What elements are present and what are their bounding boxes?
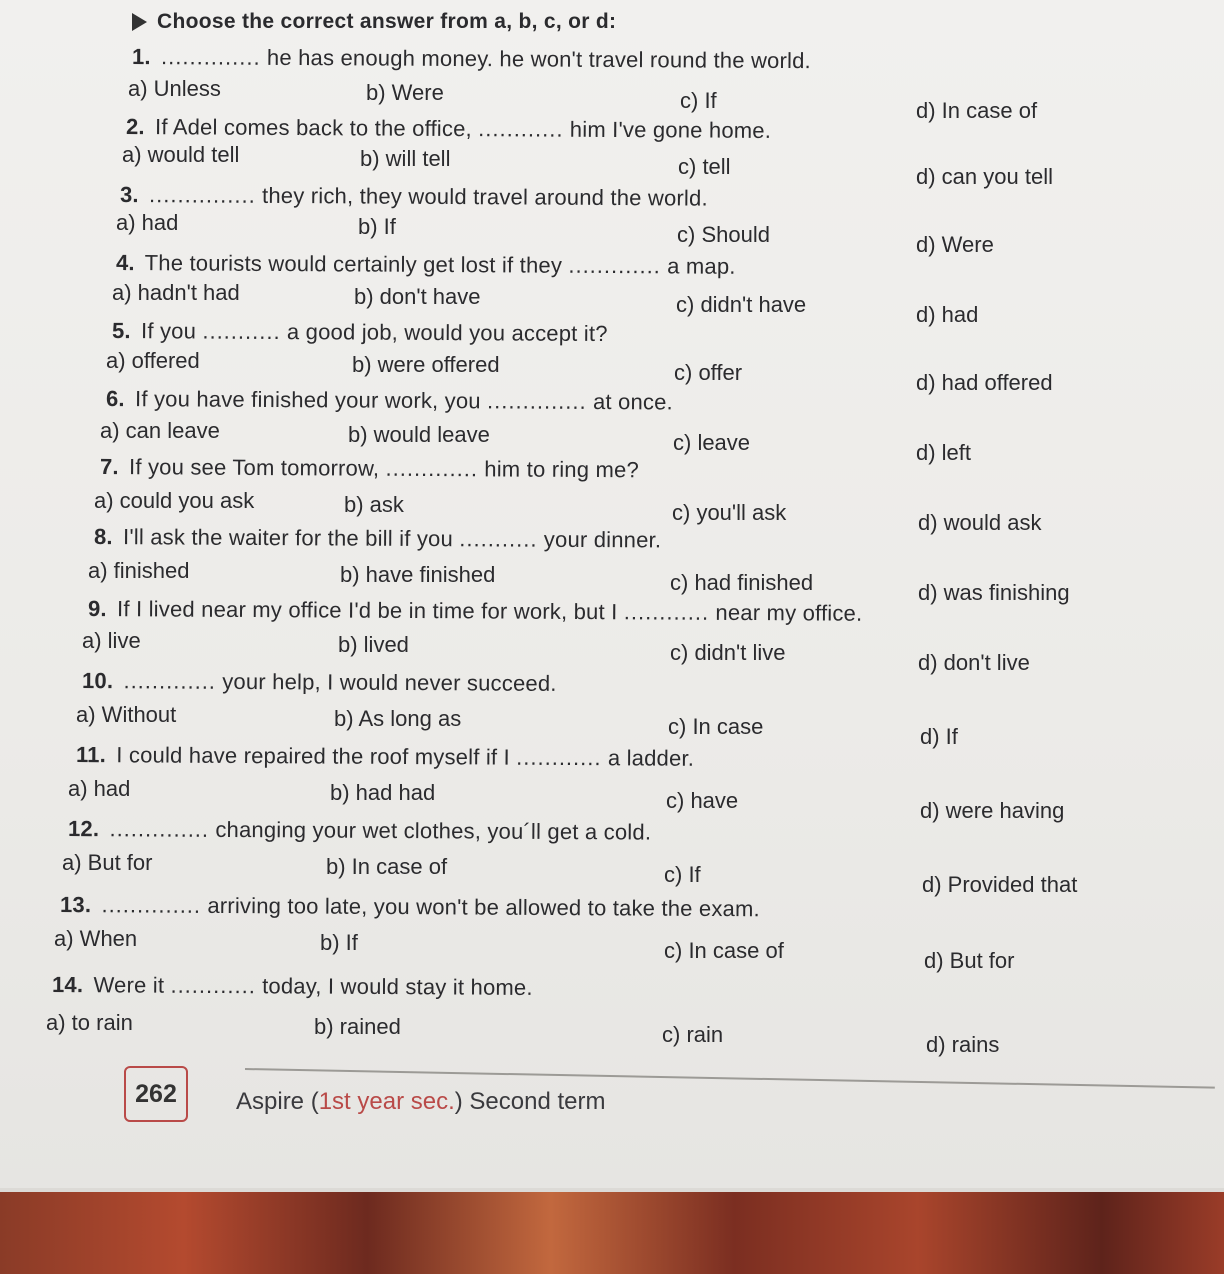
option-c: c) leave	[673, 430, 751, 455]
question-text: your help, I would never succeed.	[215, 668, 557, 696]
question-text: a good job, would you accept it?	[280, 319, 608, 347]
question-number: 4.	[115, 250, 135, 276]
question-text: today, I would stay it home.	[255, 973, 533, 1000]
option-d: d) left	[916, 440, 972, 465]
option-b: b) If	[320, 930, 358, 955]
option-b: b) Were	[366, 80, 444, 105]
question-13	[60, 892, 760, 922]
option-b: b) were offered	[352, 352, 500, 377]
question-number: 3.	[119, 182, 139, 208]
option-a: a) Without	[76, 702, 177, 727]
question-number: 13.	[59, 892, 92, 918]
option-a: a) But for	[62, 850, 153, 875]
answer-blank: .............	[385, 455, 479, 482]
question-number: 2.	[125, 114, 145, 140]
option-c: c) have	[666, 788, 739, 813]
footer-divider	[245, 1068, 1215, 1089]
page-number: 262	[135, 1079, 177, 1108]
question-text: they rich, they would travel around the world.	[255, 182, 708, 211]
option-b: b) As long as	[334, 706, 462, 731]
answer-blank: ..............	[109, 816, 210, 842]
option-c: c) In case	[668, 714, 764, 739]
tablecloth-background	[0, 1192, 1224, 1274]
answer-blank: ............	[170, 972, 256, 999]
question-text: a ladder.	[601, 745, 695, 771]
question-text: The tourists would certainly get lost if they	[138, 250, 569, 278]
option-b: b) rained	[314, 1014, 401, 1039]
question-9	[88, 596, 863, 627]
option-c: c) didn't have	[676, 292, 807, 317]
instruction-text: Choose the correct answer from a, b, c, or d:	[157, 10, 617, 33]
answer-blank: .............	[123, 668, 217, 694]
option-d: d) If	[920, 724, 958, 749]
option-d: d) had	[916, 302, 979, 327]
option-b: b) will tell	[360, 146, 451, 171]
question-text: arriving too late, you won't be allowed to take the exam.	[201, 892, 760, 922]
page-number-box	[124, 1066, 188, 1122]
question-11	[76, 742, 694, 772]
question-number: 5.	[111, 318, 131, 344]
option-a: a) Unless	[128, 76, 221, 101]
option-c: c) tell	[678, 154, 731, 179]
option-a: a) had	[68, 776, 131, 801]
option-a: a) had	[116, 210, 179, 235]
option-b: b) would leave	[348, 422, 490, 447]
question-text: If I lived near my office I'd be in time for work, but I	[110, 596, 624, 625]
answer-blank: ..............	[487, 388, 587, 414]
question-text: Were it	[87, 972, 171, 998]
question-text: If you	[134, 318, 203, 344]
option-d: d) would ask	[918, 510, 1042, 535]
option-d: d) Were	[916, 232, 994, 257]
option-d: d) were having	[920, 798, 1065, 823]
question-text: near my office.	[709, 599, 863, 626]
question-12	[68, 816, 651, 846]
question-number: 9.	[87, 596, 107, 622]
answer-blank: ............	[623, 599, 710, 625]
question-number: 12.	[67, 816, 100, 842]
option-b: b) ask	[344, 492, 404, 517]
question-number: 14.	[51, 972, 84, 998]
option-d: d) rains	[926, 1032, 1000, 1057]
option-b: b) have finished	[340, 562, 496, 587]
option-d: d) Provided that	[922, 872, 1078, 897]
option-d: d) was finishing	[918, 580, 1070, 605]
option-c: c) didn't live	[670, 640, 786, 665]
option-a: a) finished	[88, 558, 190, 583]
question-3	[120, 182, 708, 212]
question-number: 6.	[105, 386, 125, 412]
question-8	[94, 524, 661, 553]
option-a: a) When	[54, 926, 138, 951]
book-term: ) Second term	[454, 1088, 606, 1115]
question-number: 7.	[99, 454, 119, 480]
option-d: d) In case of	[916, 98, 1038, 123]
question-text: changing your wet clothes, you´ll get a cold.	[209, 816, 652, 845]
option-a: a) live	[82, 628, 141, 653]
answer-blank: ............	[478, 116, 564, 142]
answer-blank: ..............	[101, 892, 202, 918]
question-text: If you have finished your work, you	[128, 386, 488, 414]
triangle-bullet-icon	[132, 13, 147, 31]
question-4	[116, 250, 736, 280]
option-d: d) But for	[924, 948, 1015, 973]
option-b: b) If	[358, 214, 396, 239]
option-a: a) offered	[106, 348, 200, 373]
question-text: I'll ask the waiter for the bill if you	[116, 524, 460, 552]
answer-blank: ...........	[459, 526, 538, 552]
option-a: a) could you ask	[94, 488, 255, 513]
question-10	[82, 668, 557, 697]
option-c: c) Should	[677, 222, 770, 247]
book-title	[236, 1088, 605, 1116]
answer-blank: ...........	[202, 318, 281, 345]
option-b: b) lived	[338, 632, 409, 657]
option-a: a) can leave	[100, 418, 220, 443]
option-c: c) If	[680, 88, 717, 113]
option-d: d) can you tell	[916, 164, 1053, 189]
option-c: c) If	[664, 862, 701, 887]
option-a: a) hadn't had	[112, 280, 240, 305]
answer-blank: ..............	[160, 44, 261, 70]
question-text: at once.	[586, 388, 673, 415]
question-text: your dinner.	[537, 526, 662, 553]
answer-blank: ............	[516, 744, 602, 771]
question-1	[132, 44, 811, 74]
question-text: If Adel comes back to the office,	[148, 114, 479, 142]
option-c: c) you'll ask	[672, 500, 787, 525]
option-b: b) In case of	[326, 854, 448, 879]
question-5	[112, 318, 608, 347]
question-number: 1.	[131, 44, 151, 70]
question-7	[100, 454, 639, 483]
answer-blank: ...............	[148, 182, 256, 208]
option-c: c) rain	[662, 1022, 724, 1047]
instruction-header	[132, 10, 616, 34]
question-14	[52, 972, 533, 1001]
question-text: If you see Tom tomorrow,	[122, 454, 386, 481]
book-name: Aspire (	[236, 1088, 319, 1115]
question-text: he has enough money. he won't travel round the world.	[260, 44, 811, 74]
question-6	[106, 386, 673, 415]
question-2	[126, 114, 771, 144]
option-b: b) had had	[330, 780, 436, 805]
question-number: 11.	[75, 742, 107, 768]
question-text: I could have repaired the roof myself if I	[109, 742, 517, 770]
option-a: a) to rain	[46, 1010, 133, 1035]
option-b: b) don't have	[354, 284, 481, 309]
question-number: 8.	[93, 524, 113, 550]
book-year: 1st year sec.	[318, 1088, 455, 1115]
option-c: c) In case of	[664, 938, 784, 963]
answer-blank: .............	[568, 252, 661, 279]
question-text: a map.	[660, 253, 736, 279]
question-text: him to ring me?	[477, 456, 640, 483]
question-number: 10.	[81, 668, 114, 694]
option-c: c) offer	[674, 360, 743, 385]
option-d: d) don't live	[918, 650, 1030, 675]
question-text: him I've gone home.	[563, 116, 772, 143]
option-c: c) had finished	[670, 570, 814, 595]
option-d: d) had offered	[916, 370, 1053, 395]
option-a: a) would tell	[122, 142, 240, 167]
